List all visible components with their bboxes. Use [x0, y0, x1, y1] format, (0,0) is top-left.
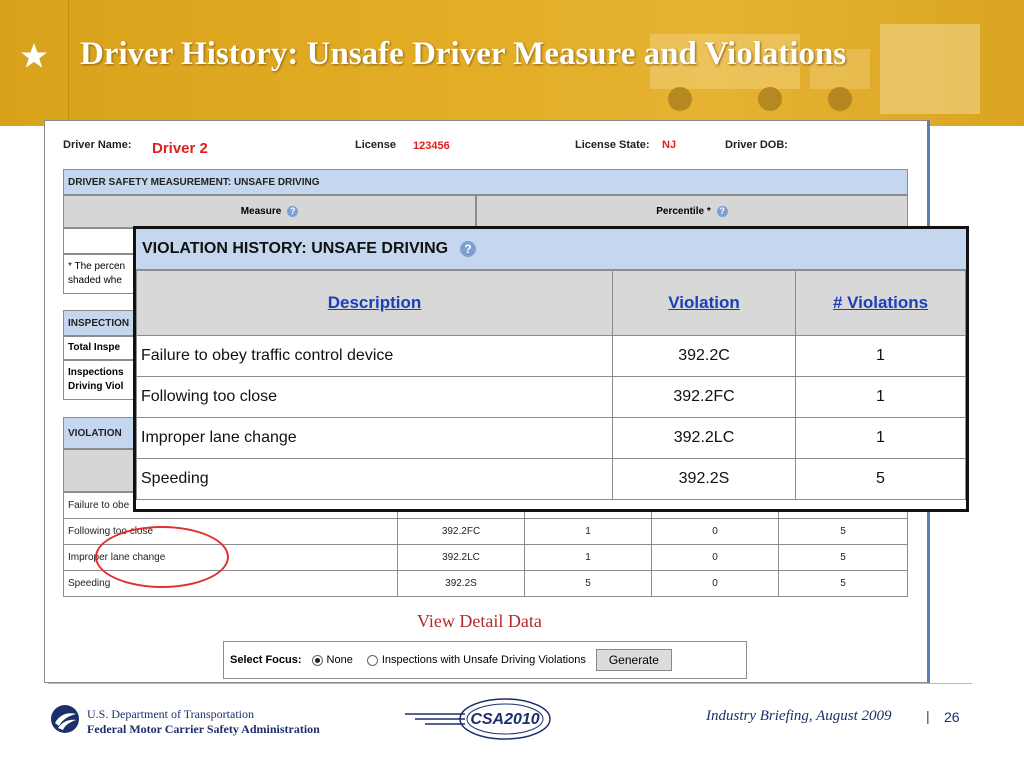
violation-col5-cell: 5 [779, 519, 908, 545]
driver-dob-label: Driver DOB: [725, 139, 788, 151]
safety-measurement-header: DRIVER SAFETY MEASUREMENT: UNSAFE DRIVING [63, 169, 908, 195]
violation-history-callout [133, 226, 969, 512]
violation-count-cell: 1 [796, 418, 966, 459]
radio-inspections[interactable] [367, 655, 378, 666]
view-detail-link[interactable]: View Detail Data [417, 611, 542, 631]
select-focus-label: Select Focus: [230, 654, 302, 666]
total-inspections-row: Total Inspe [63, 336, 908, 360]
agency-name: Federal Motor Carrier Safety Administration [87, 722, 320, 736]
footer-divider [48, 683, 972, 684]
violation-code-cell: 392.2FC [613, 377, 796, 418]
license-state-label: License State: [575, 139, 650, 151]
violation-code-cell: 392.2LC [398, 545, 525, 571]
csa2010-logo [405, 694, 560, 744]
footnote-line-2: shaded whe [68, 275, 122, 286]
table-row [137, 418, 966, 459]
violation-count-cell: 1 [796, 336, 966, 377]
violation-col4-cell: 0 [652, 545, 779, 571]
violation-description-cell: Improper lane change [64, 545, 398, 571]
footer-separator: | [926, 708, 930, 724]
page-number: 26 [944, 709, 960, 725]
measure-label: Measure [240, 206, 282, 217]
description-column-header[interactable]: Description [137, 271, 613, 336]
radio-none[interactable] [312, 655, 323, 666]
violation-section-header: VIOLATION [63, 417, 908, 449]
footnote-line-1: * The percen [68, 261, 126, 272]
violation-description-cell: Failure to obe [64, 493, 398, 519]
measure-column-header [63, 195, 476, 228]
violation-description-cell: Failure to obey traffic control device [137, 336, 613, 377]
violation-code-cell: 392.2S [613, 459, 796, 500]
driver-name-value: Driver 2 [152, 140, 208, 157]
department-name: U.S. Department of Transportation [87, 707, 254, 721]
table-row [137, 377, 966, 418]
driver-name-label: Driver Name: [63, 139, 132, 151]
violation-column-header[interactable]: Violation [613, 271, 796, 336]
banner-divider [68, 0, 69, 126]
violation-history-table [136, 270, 966, 500]
license-value: 123456 [413, 140, 450, 152]
help-icon[interactable]: ? [460, 241, 476, 257]
violation-code-cell: 392.2S [398, 571, 525, 597]
violation-code-cell: 392.2C [613, 336, 796, 377]
inspections-row-line-1: Inspections [68, 367, 124, 378]
csa2010-logo-text: CSA2010 [470, 711, 540, 728]
license-state-value: NJ [662, 139, 677, 151]
violation-description-cell: Following too close [137, 377, 613, 418]
violation-count-cell: 1 [525, 545, 652, 571]
highlight-oval [95, 526, 229, 588]
violation-history-title: VIOLATION HISTORY: UNSAFE DRIVING [142, 240, 449, 257]
radio-inspections-label: Inspections with Unsafe Driving Violations [381, 654, 586, 666]
violation-count-column-header[interactable]: # Violations [796, 271, 966, 336]
percentile-column-header [476, 195, 908, 228]
select-focus-bar [223, 641, 747, 679]
violation-description-cell: Improper lane change [137, 418, 613, 459]
violation-history-header [136, 229, 966, 270]
violation-col5-cell: 5 [779, 571, 908, 597]
star-bullet-icon [20, 42, 48, 70]
violation-col4-cell: 0 [652, 571, 779, 597]
violation-col5-cell: 5 [779, 545, 908, 571]
license-label: License [355, 139, 396, 151]
dot-logo-icon [50, 704, 80, 734]
inspection-section-header: INSPECTION [63, 310, 908, 336]
industry-briefing-text: Industry Briefing, August 2009 [706, 708, 892, 724]
table-row [137, 459, 966, 500]
slide-title: Driver History: Unsafe Driver Measure and Violations [80, 36, 847, 72]
violation-count-cell: 5 [796, 459, 966, 500]
slide-header-banner [0, 0, 1024, 126]
violation-count-cell: 1 [525, 519, 652, 545]
help-icon[interactable]: ? [717, 206, 728, 217]
inspections-row-line-2: Driving Viol [68, 381, 124, 392]
violation-description-cell: Following too close [64, 519, 398, 545]
violation-description-cell: Speeding [137, 459, 613, 500]
violation-code-cell: 392.2FC [398, 519, 525, 545]
violation-col4-cell: 0 [652, 519, 779, 545]
radio-none-label: None [326, 654, 353, 666]
table-row [137, 336, 966, 377]
help-icon[interactable]: ? [287, 206, 298, 217]
violation-count-cell: 1 [796, 377, 966, 418]
violation-description-cell: Speeding [64, 571, 398, 597]
violation-code-cell: 392.2LC [613, 418, 796, 459]
percentile-label: Percentile * [656, 206, 711, 217]
generate-button[interactable]: Generate [596, 649, 672, 671]
violation-count-cell: 5 [525, 571, 652, 597]
